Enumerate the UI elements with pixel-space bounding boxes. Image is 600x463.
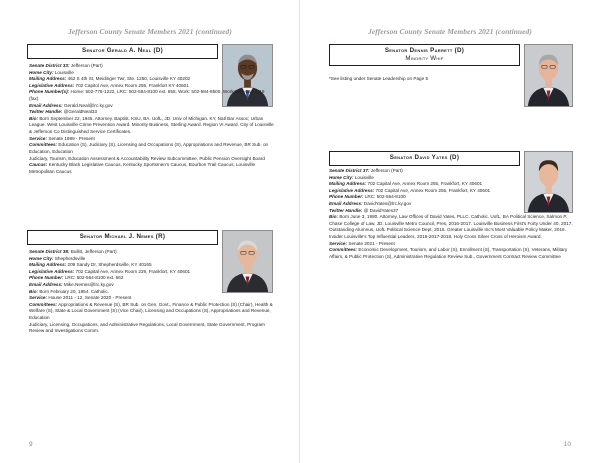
detail-line [29,89,274,102]
detail-line [29,76,274,83]
detail-value: LRC: 502-564-8100 ext. 662 [63,275,124,281]
detail-value: @GeraldNeal33 [62,109,97,115]
detail-label: Service: [329,240,348,246]
detail-label: Mailing Address: [329,181,367,187]
detail-value: Shepherdsville [53,255,86,261]
page-number: 10 [563,441,571,448]
detail-label: Senate District 38: [29,249,70,254]
detail-line [29,70,274,77]
detail-line [29,63,274,70]
detail-label: Home City: [29,255,54,261]
leadership-note: *See listing under Senate Leadership on Page 5 [329,76,429,81]
detail-label: Mailing Address: [29,262,67,268]
detail-line [329,194,574,201]
detail-value: Mike.Nemes@lrc.ky.gov [62,282,114,288]
detail-value: Bullitt, Jefferson (Part) [69,249,117,254]
member-name-box [27,44,218,59]
member-name: Senator Gerald A. Neal (D) [82,47,163,55]
detail-line [29,109,274,116]
detail-value: LRC: 502-564-8100 [363,194,406,200]
member-name: Senator Dennis Parrett (D) [384,46,465,54]
detail-value: 702 Capital Ave, Annex Room 255, Frankfort, KY 40601 [366,181,483,187]
detail-value: Education (S), Judiciary (S), Licensing and Occupations (S), Appropriations and Revenue, BR Sub. on Education, Education [29,142,269,154]
detail-label: Home City: [329,174,354,180]
detail-line [29,103,274,110]
detail-line [29,142,274,155]
detail-label: Committees: [29,301,58,307]
detail-line [29,322,274,335]
detail-line [329,247,574,260]
detail-line [29,156,274,163]
detail-label: Legislative Address: [29,82,75,88]
member-name: Senator David Yates (D) [389,154,460,162]
detail-value: DavidYates@lrc.ky.gov [362,201,412,207]
detail-value: Jefferson (Part) [369,168,403,173]
detail-value: Appropriations & Revenue (S), BR Sub. on Gen. Govt., Finance & Public Protection (S) (Chair), Health & Welfare (S), State & Local Government (S) (Vice Chair), Licensing and Occupations (S), Appropriations and Revenue, Education [29,301,273,321]
page-number: 9 [29,441,33,448]
right-page [300,0,600,463]
detail-line [29,295,274,302]
detail-value: @ DavidYates37 [362,207,399,213]
detail-value: House 2011 - 12, Senate 2020 - Present [47,295,132,301]
detail-value: Judiciary, Licensing, Occupations, and Administrative Regulations, Local Government, State Government, Program Review and Investigations Comm. [29,321,265,334]
member-name-box [329,151,520,166]
detail-label: Committees: [29,142,58,148]
portrait-parrett [525,45,572,106]
detail-line [329,214,574,240]
detail-label: Bio: [329,214,339,220]
detail-label: Email Address: [29,282,63,288]
detail-label: Legislative Address: [29,268,75,274]
detail-line [29,256,274,263]
detail-value: 702 Capital Ave, Annex Room 229, Frankfort, KY 40601 [74,268,191,274]
detail-line [329,201,574,208]
detail-value: Jefferson (Part) [69,63,103,68]
detail-line [329,208,574,215]
detail-value: Economic Development, Tourism, and Labor (S), Enrollment (S), Transportation (S), Veterans, Military Affairs, & Public Protection (S), Administrative Regulation Review Sub., Government Contract Review Committee [329,247,568,259]
detail-value: Gerald.Neal@lrc.ky.gov [62,102,113,108]
detail-value: 209 Sandy Dr, Shepherdsville, KY 40165 [66,262,152,268]
detail-label: Legislative Address: [329,187,375,193]
member-photo [524,44,573,107]
detail-label: Caucus: [29,162,48,168]
detail-label: Mailing Address: [29,76,67,82]
detail-value: 462 S 4th St, Meidinger Twr, Ste. 1250, Louisville KY 40202 [66,76,191,82]
detail-label: Email Address: [29,102,63,108]
detail-line [29,116,274,136]
detail-value: 702 Capitol Ave, Annex Room 255, Frankfort KY 40601 [74,82,189,88]
detail-line [29,162,274,175]
detail-label: Twitter Handle: [29,109,63,115]
member-name-box [27,230,218,245]
detail-value: Born September 22, 1945. Attorney. Baptist. KSU, BA. UofL, JD. Univ of Michigan. KY, Natl Bar Assoc; Urban League. West Louisville Crime Prevention Award. Minority Business, Sterling Award. Region VI Award. City of Louisville & Jefferson Co Distinguished Service Certificates. [29,115,274,135]
detail-line [329,188,574,195]
member-details [329,168,574,261]
detail-line [29,282,274,289]
detail-label: Senate District 37: [329,168,370,173]
detail-value: Louisville [53,69,74,75]
detail-line [29,289,274,296]
detail-value: Born February 20, 1954. Catholic. [38,288,109,294]
detail-value: Home: 502-776-1222, LRC: 502-564-8100 ext. 655, Work: 502-584-8500, Work: 502-564-1119 (fax) [29,89,265,102]
detail-line [29,262,274,269]
detail-value: Senate 2021 - Present [347,240,395,246]
detail-label: Email Address: [329,201,363,207]
detail-label: Bio: [29,115,39,121]
detail-line [29,275,274,282]
detail-label: Twitter Handle: [329,207,363,213]
detail-line [29,83,274,90]
member-name: Senator Michael J. Nemes (R) [79,233,166,241]
detail-value: 702 Capital Ave, Annex Room 255, Frankfort, KY 40601 [374,187,491,193]
member-details [29,249,274,335]
running-head: Jefferson County Senate Members 2021 (continued) [368,27,532,36]
detail-value: Kentucky Black Legislative Caucus, Kentucky Sportsmen's Caucus, Bourbon Trail Caucus, Louisville Metropolitan Caucus [29,162,256,174]
detail-line [29,269,274,276]
detail-label: Phone Number: [29,275,64,281]
detail-line [329,175,574,182]
member-name-box [329,44,520,66]
detail-value: Louisville [353,174,374,180]
running-head: Jefferson County Senate Members 2021 (continued) [68,27,232,36]
detail-line [29,249,274,256]
detail-value: Born June 3, 1980. Attorney, Law Offices of David Yates, PLLC. Catholic. UofL, BA Political Science, Salmon P. Chase College of Law, JD. Louisville Metro Council, Pres, 2016-2017. Louisville Business First's Forty Under 40, 2017. Outstanding Alumnus, UofL Political Science Dept, 2016. Greater Louisville Inc's Most Valuable Policy Maker, 2016. Insider Louisville's Top Influential Leaders, 2016-2017-2018. Holy Cross Silver Cross of Heroism Award. [329,214,573,240]
detail-line [329,181,574,188]
detail-label: Service: [29,295,48,301]
detail-value: Judiciary, Tourism, Education Assessment & Accountability Review Subcommittee, Public Pension Oversight Board [29,155,265,161]
detail-value: Senate 1989 - Present [47,135,95,141]
detail-label: Phone Number: [329,194,364,200]
detail-label: Bio: [29,288,39,294]
detail-label: Senate District 33: [29,63,70,68]
detail-label: Phone Number(s): [29,89,70,95]
detail-line [329,168,574,175]
detail-line [329,241,574,248]
detail-label: Service: [29,135,48,141]
member-details [29,63,274,175]
detail-line [29,136,274,143]
detail-label: Committees: [329,247,358,253]
detail-label: Home City: [29,69,54,75]
detail-line [29,302,274,322]
member-title: Minority Whip [405,55,444,62]
